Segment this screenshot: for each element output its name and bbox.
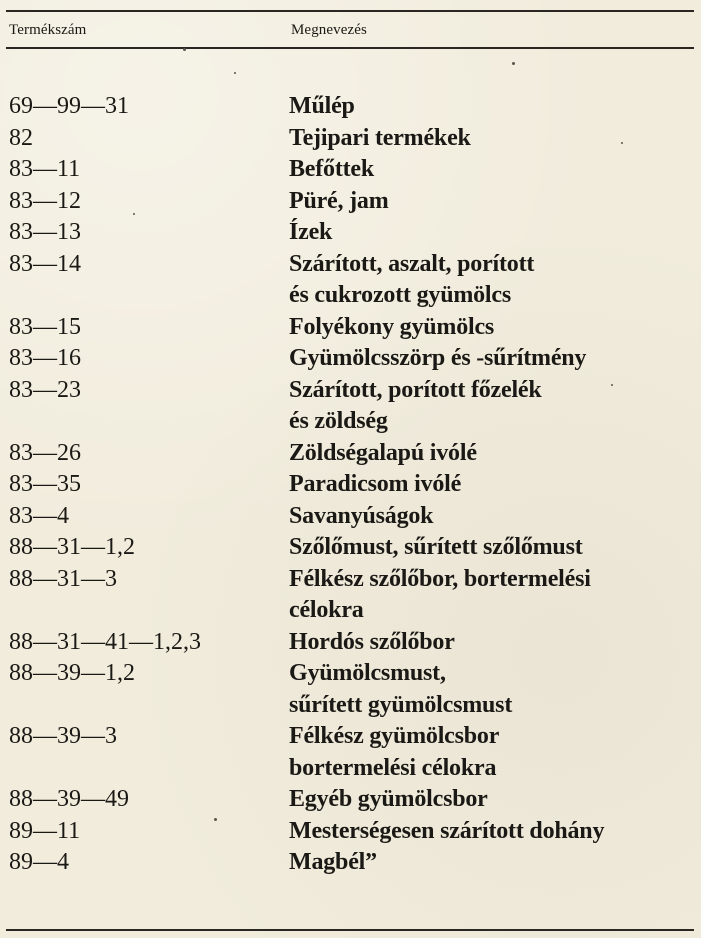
product-number-cell: 83—13: [9, 219, 81, 245]
product-name-line: Félkész gyümölcsbor: [289, 723, 500, 749]
product-name-line: Folyékony gyümölcs: [289, 313, 495, 340]
product-number-cell: 83—14: [9, 250, 81, 277]
product-name-line: Szárított, aszalt, porított: [289, 250, 535, 277]
product-number-cell: 83—15: [9, 313, 81, 340]
product-name-line: Gyümölcsmust,: [289, 660, 446, 686]
table-row: [0, 312, 701, 344]
table-row: [0, 816, 701, 848]
product-name-line: és zöldség: [289, 408, 388, 434]
product-number-cell: 88—31—3: [9, 565, 117, 592]
header-name: Megnevezés: [291, 22, 367, 38]
print-speck: [214, 818, 217, 821]
product-name-line: Mesterségesen szárított dohány: [289, 817, 605, 844]
product-name-line: Szőlőmust, sűrített szőlőmust: [289, 534, 583, 560]
product-number-cell: 89—11: [9, 817, 81, 844]
table-row: [0, 658, 701, 721]
print-speck: [133, 213, 135, 215]
product-number-cell: 83—4: [9, 502, 69, 529]
product-number-cell: 83—16: [9, 345, 81, 371]
table-row: [0, 186, 701, 218]
product-name-line: Paradicsom ivólé: [289, 471, 462, 497]
product-number-cell: 88—31—41—1,2,3: [9, 628, 201, 655]
product-name-line: Félkész szőlőbor, bortermelési: [289, 565, 591, 592]
table-row: [0, 154, 701, 186]
product-number-cell: 83—12: [9, 187, 81, 214]
header-rule: [6, 47, 694, 49]
table-row: [0, 501, 701, 533]
table-row: [0, 469, 701, 501]
product-name-line: Gyümölcsszörp és -sűrítmény: [289, 345, 587, 371]
product-number-cell: 82: [9, 124, 33, 151]
product-number-cell: 88—31—1,2: [9, 534, 135, 560]
product-number-cell: 83—23: [9, 376, 81, 403]
print-speck: [621, 142, 623, 144]
table-row: [0, 123, 701, 155]
product-number-cell: 83—35: [9, 471, 81, 497]
product-name-line: Befőttek: [289, 156, 375, 182]
table-row: [0, 847, 701, 879]
table-row: [0, 249, 701, 312]
table-row: [0, 91, 701, 123]
product-name-line: Püré, jam: [289, 187, 389, 214]
table-row: [0, 217, 701, 249]
product-name-line: Szárított, porított főzelék: [289, 376, 542, 403]
top-rule: [6, 10, 694, 12]
table-row: [0, 564, 701, 627]
print-speck: [234, 72, 236, 74]
product-name-line: Műlép: [289, 93, 355, 119]
table-row: [0, 438, 701, 470]
table-row: [0, 532, 701, 564]
print-speck: [183, 48, 186, 51]
product-number-cell: 83—26: [9, 439, 81, 466]
product-name-line: Savanyúságok: [289, 502, 434, 529]
product-name-line: bortermelési célokra: [289, 754, 497, 781]
product-number-cell: 83—11: [9, 156, 81, 182]
table-body: [0, 91, 701, 879]
product-name-line: Ízek: [289, 219, 333, 245]
product-name-line: Magbél”: [289, 849, 377, 875]
product-name-line: és cukrozott gyümölcs: [289, 282, 511, 308]
table-row: [0, 343, 701, 375]
product-name-line: célokra: [289, 597, 364, 623]
product-number-cell: 88—39—1,2: [9, 660, 135, 686]
table-row: [0, 721, 701, 784]
product-number-cell: 88—39—49: [9, 786, 129, 812]
product-name-line: Hordós szőlőbor: [289, 628, 455, 655]
table-row: [0, 375, 701, 438]
product-name-line: Zöldségalapú ivólé: [289, 439, 477, 466]
table-header: [0, 20, 701, 44]
bottom-rule: [6, 929, 694, 931]
product-number-cell: 69—99—31: [9, 93, 129, 119]
header-product-number: Termékszám: [9, 22, 87, 38]
product-name-line: sűrített gyümölcsmust: [289, 691, 513, 718]
table-row: [0, 784, 701, 816]
product-name-line: Tejipari termékek: [289, 124, 471, 151]
print-speck: [611, 384, 613, 386]
table-row: [0, 627, 701, 659]
print-speck: [512, 62, 515, 65]
product-number-cell: 88—39—3: [9, 723, 117, 749]
product-name-line: Egyéb gyümölcsbor: [289, 786, 488, 812]
product-number-cell: 89—4: [9, 849, 69, 875]
